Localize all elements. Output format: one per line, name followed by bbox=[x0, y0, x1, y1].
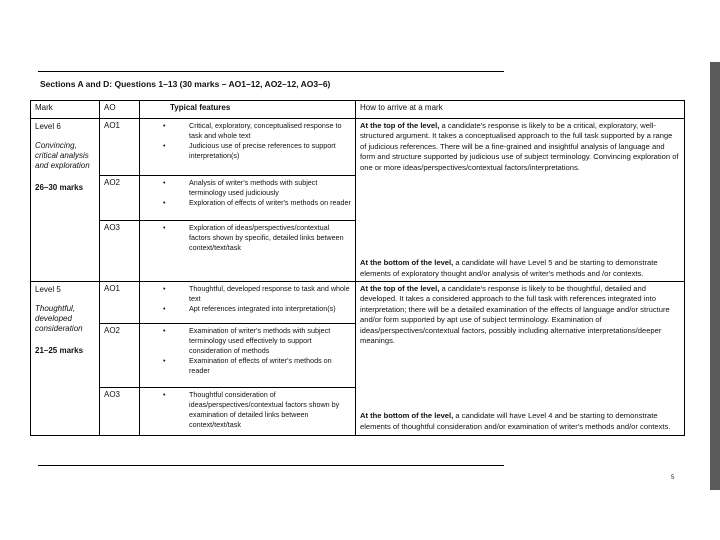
feature-item: • Examination of writer's methods with subject terminology used effectively to support consideration of methods bbox=[189, 326, 351, 356]
features-cell bbox=[140, 324, 356, 388]
header-mark: Mark bbox=[31, 101, 100, 119]
level-descriptor: Convincing, critical analysis and exploration bbox=[35, 141, 90, 170]
level-label: Level 6 bbox=[35, 122, 61, 131]
top-rule bbox=[38, 71, 504, 72]
feature-item: • Judicious use of precise references to support interpretation(s) bbox=[189, 141, 351, 161]
features-cell bbox=[140, 388, 356, 436]
feature-item: • Exploration of ideas/perspectives/contextual factors shown by specific, detailed links between context/text/task bbox=[189, 223, 351, 253]
ao-label: AO3 bbox=[100, 388, 140, 436]
feature-item: • Apt references integrated into interpretation(s) bbox=[189, 304, 351, 314]
feature-item: • Critical, exploratory, conceptualised response to task and whole text bbox=[189, 121, 351, 141]
ao-label: AO3 bbox=[100, 221, 140, 282]
level5-mark-cell bbox=[31, 282, 100, 436]
mark-scheme-table bbox=[30, 100, 685, 436]
features-cell bbox=[140, 221, 356, 282]
table-row-level6-ao1 bbox=[31, 119, 685, 176]
section-heading: Sections A and D: Questions 1–13 (30 marks – AO1–12, AO2–12, AO3–6) bbox=[40, 79, 331, 89]
features-cell bbox=[140, 119, 356, 176]
ao-label: AO2 bbox=[100, 176, 140, 221]
how-top-lead: At the top of the level, bbox=[360, 121, 440, 130]
how-top-lead: At the top of the level, bbox=[360, 284, 440, 293]
ao-label: AO1 bbox=[100, 119, 140, 176]
table-row-level5-ao1 bbox=[31, 282, 685, 324]
scrollbar[interactable] bbox=[710, 62, 720, 490]
ao-label: AO1 bbox=[100, 282, 140, 324]
level-label: Level 5 bbox=[35, 285, 61, 294]
how-bottom-text: At the bottom of the level, a candidate will have Level 4 and be starting to demonstrate elements of thoughtful consideration and/or examination of writer's methods and/or contexts. bbox=[360, 411, 671, 431]
header-features-label: Typical features bbox=[170, 103, 231, 112]
feature-item: • Analysis of writer's methods with subject terminology used judiciously bbox=[189, 178, 351, 198]
how-top-text: At the top of the level, a candidate's response is likely to be a critical, exploratory, well-structured argument. It takes a conceptualised approach to the full task supported by a range of judicious references. There will be a fine-grained and insightful analysis of language and form and structure supported by judicious use of subject terminology. Convincing exploration of one or more ideas/perspectives/contextual factors/interpretations. bbox=[360, 121, 679, 172]
mark-range: 26–30 marks bbox=[35, 183, 84, 192]
feature-item: • Thoughtful, developed response to task and whole text bbox=[189, 284, 351, 304]
feature-item: • Thoughtful consideration of ideas/perspectives/contextual factors shown by examination of detailed links between context/text/task bbox=[189, 390, 351, 430]
header-features bbox=[140, 101, 356, 119]
bottom-rule bbox=[38, 465, 504, 466]
how-bottom-lead: At the bottom of the level, bbox=[360, 258, 454, 268]
how-bottom-text: At the bottom of the level, a candidate will have Level 5 and be starting to demonstrate elements of exploratory thought and/or analysis of writer's methods and /or contexts. bbox=[360, 258, 658, 278]
level6-how-cell bbox=[356, 119, 685, 282]
ao-label: AO2 bbox=[100, 324, 140, 388]
mark-range: 21–25 marks bbox=[35, 346, 84, 355]
feature-item: • Exploration of effects of writer's methods on reader bbox=[189, 198, 351, 208]
level6-mark-cell bbox=[31, 119, 100, 282]
page-number: 5 bbox=[671, 475, 675, 481]
header-how: How to arrive at a mark bbox=[356, 101, 685, 119]
how-bottom-lead: At the bottom of the level, bbox=[360, 411, 454, 421]
feature-item: • Examination of effects of writer's methods on reader bbox=[189, 356, 351, 376]
how-top-text: At the top of the level, a candidate's response is likely to be thoughtful, detailed and developed. It takes a considered approach to the full task with references integrated into interpretation; there will be a detailed examination of the effects of language and/or structure and/or form supported by apt use of subject terminology. Examination of ideas/perspectives/contextual factors, possibly including alternative interpretations/deeper meanings. bbox=[360, 284, 670, 346]
level-descriptor: Thoughtful, developed consideration bbox=[35, 304, 83, 333]
table-header-row bbox=[31, 101, 685, 119]
features-cell bbox=[140, 176, 356, 221]
header-ao: AO bbox=[100, 101, 140, 119]
level5-how-cell bbox=[356, 282, 685, 436]
features-cell bbox=[140, 282, 356, 324]
